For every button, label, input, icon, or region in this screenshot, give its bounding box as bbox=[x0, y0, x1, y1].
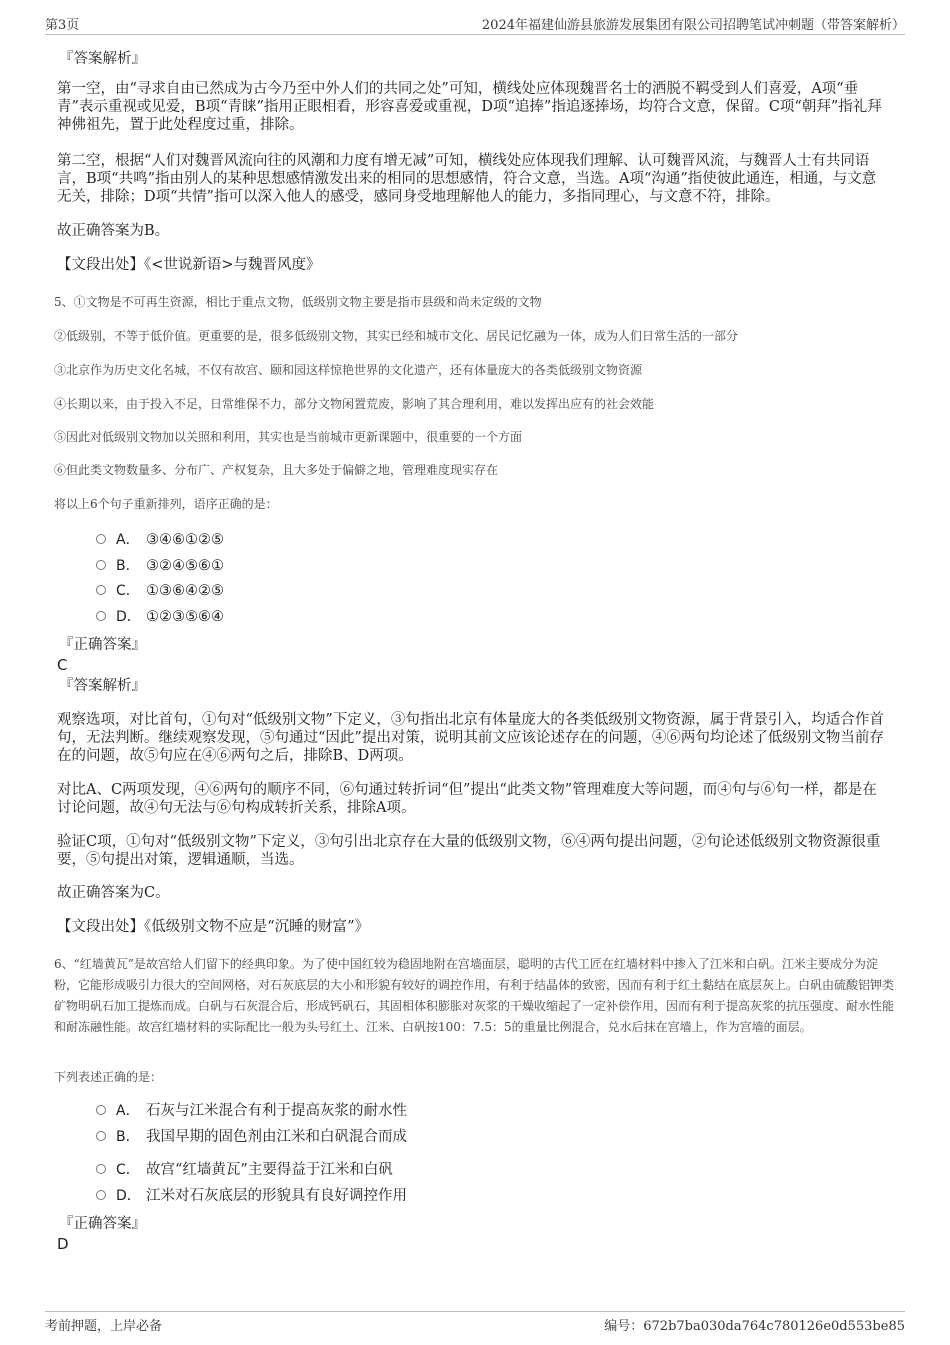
q5-sentence-1: 5、①文物是不可再生资源，相比于重点文物，低级别文物主要是指市县级和尚未定级的文物 bbox=[54, 295, 542, 309]
q4-analysis-label: 『答案解析』 bbox=[59, 51, 146, 67]
q5-sentence-5: ⑤因此对低级别文物加以关照和利用，其实也是当前城市更新课题中，很重要的一个方面 bbox=[54, 430, 523, 444]
q6-option-c[interactable]: C． 故宫“红墙黄瓦”主要得益于江米和白矾 bbox=[96, 1160, 393, 1180]
q5-sentence-4: ④长期以来，由于投入不足，日常维保不力，部分文物闲置荒废，影响了其合理利用，难以发挥出应有的社会效能 bbox=[54, 397, 655, 411]
page-footer bbox=[45, 1311, 905, 1336]
q5-option-a[interactable]: A． ③④⑥①②⑤ bbox=[96, 530, 224, 550]
q5-analysis-para-3: 验证C项，①句对“低级别文物”下定义，③句引出北京存在大量的低级别文物，⑥④两句提出问题，②句论述低级别文物资源很重要，⑤句提出对策，逻辑通顺，当选。 bbox=[57, 834, 881, 868]
q5-sentence-6: ⑥但此类文物数量多、分布广、产权复杂，且大多处于偏僻之地，管理难度现实存在 bbox=[54, 463, 499, 477]
q4-conclusion: 故正确答案为B。 bbox=[57, 223, 170, 239]
radio-icon[interactable] bbox=[96, 534, 106, 544]
q5-sentence-2: ②低级别，不等于低价值。更重要的是，很多低级别文物，其实已经和城市文化、居民记忆融为一体，成为人们日常生活的一部分 bbox=[54, 329, 739, 343]
q5-analysis-para-2: 对比A、C两项发现，④⑥两句的顺序不同，⑥句通过转折词“但”提出“此类文物”管理难度大等问题，而④句与⑥句一样，都是在讨论问题，故④句无法与⑥句构成转折关系，排除A项。 bbox=[57, 782, 877, 816]
page-number: 第3页 bbox=[45, 18, 80, 33]
radio-icon[interactable] bbox=[96, 560, 106, 570]
q5-analysis-para-1: 观察选项，对比首句，①句对“低级别文物”下定义，③句指出北京有体量庞大的各类低级别文物资源，属于背景引入，均适合作首句，无法判断。继续观察发现，⑤句通过“因此”提出对策，说明其前文应该论述存在的问题，④⑥两句均论述了低级别文物当前存在的问题，故⑤句应在④⑥两句之后，排除B、D两项。 bbox=[57, 712, 884, 764]
q6-answer: D bbox=[57, 1235, 69, 1253]
q6-option-a[interactable]: A． 石灰与江米混合有利于提高灰浆的耐水性 bbox=[96, 1101, 407, 1121]
q5-answer: C bbox=[57, 656, 68, 674]
q6-prompt: 下列表述正确的是： bbox=[54, 1070, 163, 1084]
q5-option-d[interactable]: D． ①②③⑤⑥④ bbox=[96, 607, 224, 627]
q6-answer-label: 『正确答案』 bbox=[59, 1216, 146, 1232]
radio-icon[interactable] bbox=[96, 585, 106, 595]
q6-option-b[interactable]: B． 我国早期的固色剂由江米和白矾混合而成 bbox=[96, 1127, 407, 1147]
q5-sentence-3: ③北京作为历史文化名城，不仅有故宫、颐和园这样惊艳世界的文化遗产，还有体量庞大的各类低级别文物资源 bbox=[54, 363, 643, 377]
radio-icon[interactable] bbox=[96, 1105, 106, 1115]
footer-slogan: 考前押题，上岸必备 bbox=[45, 1319, 163, 1334]
document-code: 编号：672b7ba030da764c780126e0d553be85 bbox=[604, 1319, 905, 1334]
radio-icon[interactable] bbox=[96, 1190, 106, 1200]
q6-stem: 6、“红墙黄瓦”是故宫给人们留下的经典印象。为了使中国红较为稳固地附在宫墙面层，聪明的古代工匠在红墙材料中掺入了江米和白矾。江米主要成分为淀粉，它能形成吸引力很大的空间网格，对石灰底层的大小和形貌有较好的调控作用，有利于结晶体的致密，因而有利于红土黏结在底层灰上。白矾由硫酸铝钾类矿物明矾石加工提炼而成。白矾与石灰混合后，形成钙矾石，其固相体积膨胀对灰浆的干燥收缩起了一定补偿作用，因而有利于提高灰浆的抗压强度、耐水性能和耐冻融性能。故宫红墙材料的实际配比一般为头号红土、江米、白矾按100：7.5：5的重量比例混合，兑水后抹在宫墙上，作为宫墙的面层。 bbox=[54, 957, 895, 1034]
page-header bbox=[45, 12, 905, 35]
q5-analysis-label: 『答案解析』 bbox=[59, 678, 146, 694]
radio-icon[interactable] bbox=[96, 1131, 106, 1141]
q5-option-b[interactable]: B． ③②④⑤⑥① bbox=[96, 556, 224, 576]
q5-source: 【文段出处】《低级别文物不应是“沉睡的财富”》 bbox=[57, 919, 370, 935]
q4-source: 【文段出处】《<世说新语>与魏晋风度》 bbox=[57, 257, 321, 273]
document-title: 2024年福建仙游县旅游发展集团有限公司招聘笔试冲刺题（带答案解析） bbox=[481, 18, 905, 33]
q4-analysis-para-2: 第二空，根据“人们对魏晋风流向往的风潮和力度有增无减”可知，横线处应体现我们理解、认可魏晋风流，与魏晋人士有共同语言，B项“共鸣”指由别人的某种思想感情激发出来的相同的思想感情，符合文意，当选。A项“沟通”指使彼此通连，相通，与文意无关，排除；D项“共情”指可以深入他人的感受，感同身受地理解他人的能力，多指同理心，与文意不符，排除。 bbox=[57, 153, 877, 205]
q5-answer-label: 『正确答案』 bbox=[59, 637, 146, 653]
q5-prompt: 将以上6个句子重新排列，语序正确的是： bbox=[54, 497, 278, 511]
q5-option-c[interactable]: C． ①③⑥④②⑤ bbox=[96, 581, 224, 601]
q5-conclusion: 故正确答案为C。 bbox=[57, 885, 170, 901]
radio-icon[interactable] bbox=[96, 611, 106, 621]
radio-icon[interactable] bbox=[96, 1164, 106, 1174]
q4-analysis-para-1: 第一空，由“寻求自由已然成为古今乃至中外人们的共同之处”可知，横线处应体现魏晋名士的洒脱不羁受到人们喜爱，A项“垂青”表示重视或见爱，B项“青睐”指用正眼相看，形容喜爱或重视，D项“追捧”指追逐捧场，均符合文意，保留。C项“朝拜”指礼拜神佛祖先，置于此处程度过重，排除。 bbox=[57, 81, 882, 133]
q6-option-d[interactable]: D． 江米对石灰底层的形貌具有良好调控作用 bbox=[96, 1186, 407, 1206]
